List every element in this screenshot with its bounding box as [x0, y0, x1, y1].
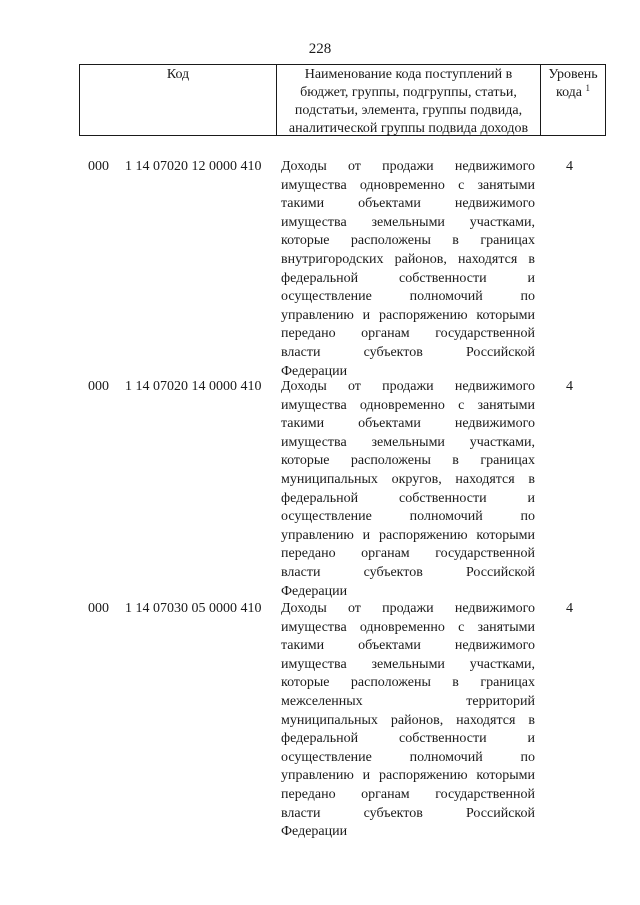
admin-code: 000: [88, 601, 109, 616]
description-line: власти субъектов Российской: [281, 564, 535, 580]
header-name-line: подстатьи, элемента, группы подвида,: [294, 103, 523, 118]
description-line: муниципальных районов, находятся в: [281, 712, 535, 728]
description-line: власти субъектов Российской: [281, 344, 535, 360]
description-line: управлению и распоряжению которыми: [281, 307, 535, 323]
code-level: 4: [566, 601, 573, 616]
description-line: власти субъектов Российской: [281, 805, 535, 821]
header-name-line: аналитической группы подвида доходов: [288, 121, 529, 136]
description-line: Доходы от продажи недвижимого: [281, 601, 535, 616]
description-line: управлению и распоряжению которыми: [281, 768, 535, 784]
description-line: такими объектами недвижимого: [281, 196, 535, 212]
footnote-mark: 1: [585, 83, 591, 93]
income-description: [281, 378, 535, 601]
description-line: передано органам государственной: [281, 786, 535, 802]
header-level-line1: Уровень: [548, 67, 598, 82]
header-level-line2: [541, 84, 605, 102]
description-line: такими объектами недвижимого: [281, 638, 535, 654]
description-line: передано органам государственной: [281, 546, 535, 562]
table-header: [79, 64, 606, 136]
description-line: которые расположены в границах: [281, 453, 535, 469]
description-line: имущества земельными участками,: [281, 214, 535, 230]
description-line: межселенных территорий: [281, 693, 535, 709]
description-line: Доходы от продажи недвижимого: [281, 379, 535, 394]
description-line: осуществление полномочий по: [281, 289, 535, 305]
description-line: такими объектами недвижимого: [281, 416, 535, 432]
header-level-word: кода: [555, 85, 583, 100]
description-line: которые расположены в границах: [281, 675, 535, 691]
description-line: передано органам государственной: [281, 326, 535, 342]
description-line: муниципальных округов, находятся в: [281, 471, 535, 487]
description-line: имущества земельными участками,: [281, 434, 535, 450]
description-line: осуществление полномочий по: [281, 509, 535, 525]
description-line: внутригородских районов, находятся в: [281, 251, 535, 267]
header-name: [276, 65, 540, 135]
income-description: [281, 600, 535, 842]
code-level: 4: [566, 379, 573, 394]
code-level: 4: [566, 159, 573, 174]
description-line: управлению и распоряжению которыми: [281, 527, 535, 543]
description-line: имущества одновременно с занятыми: [281, 397, 535, 413]
description-line: Федерации: [281, 583, 348, 599]
page-number: 228: [308, 41, 332, 57]
description-line: имущества земельными участками,: [281, 656, 535, 672]
description-line: федеральной собственности и: [281, 270, 535, 286]
description-line: федеральной собственности и: [281, 731, 535, 747]
description-line: Доходы от продажи недвижимого: [281, 159, 535, 174]
description-line: имущества одновременно с занятыми: [281, 619, 535, 635]
header-name-line: Наименование кода поступлений в: [304, 67, 513, 82]
header-code: Код: [79, 65, 276, 135]
income-code: 1 14 07020 12 0000 410: [125, 159, 262, 174]
description-line: имущества одновременно с занятыми: [281, 177, 535, 193]
income-code: 1 14 07020 14 0000 410: [125, 379, 262, 394]
admin-code: 000: [88, 379, 109, 394]
income-code: 1 14 07030 05 0000 410: [125, 601, 262, 616]
header-level: [540, 65, 606, 135]
header-name-line: бюджет, группы, подгруппы, статьи,: [300, 85, 517, 100]
description-line: Федерации: [281, 824, 348, 840]
description-line: которые расположены в границах: [281, 233, 535, 249]
description-line: осуществление полномочий по: [281, 749, 535, 765]
admin-code: 000: [88, 159, 109, 174]
income-description: [281, 158, 535, 381]
description-line: Федерации: [281, 363, 348, 379]
description-line: федеральной собственности и: [281, 490, 535, 506]
